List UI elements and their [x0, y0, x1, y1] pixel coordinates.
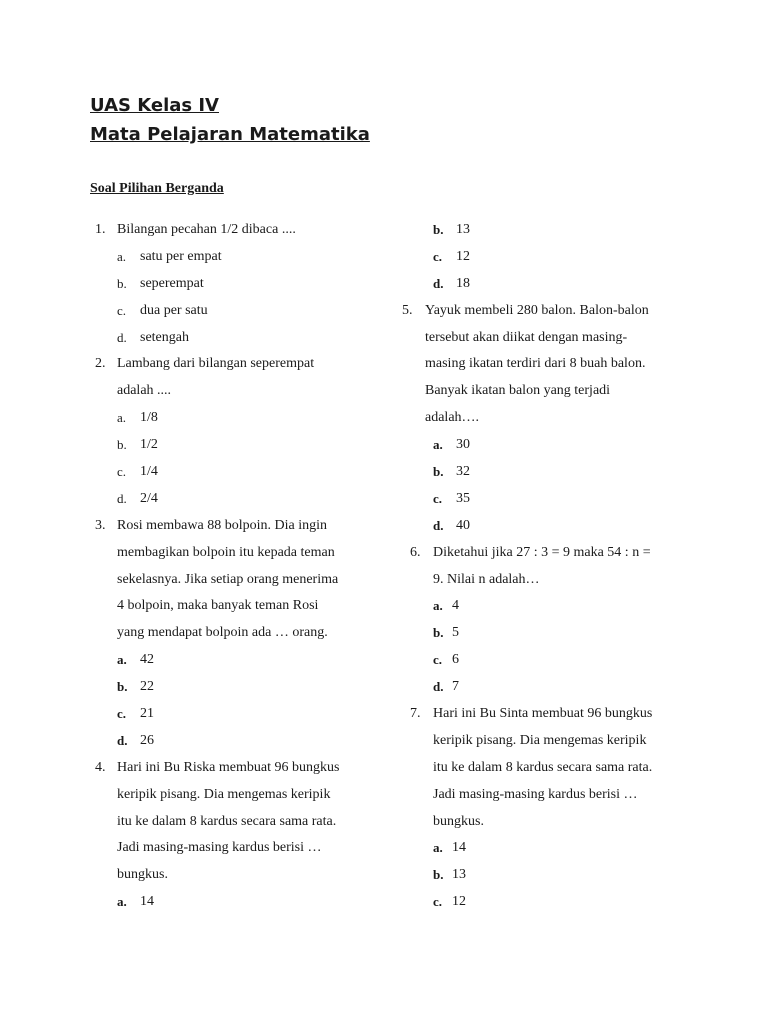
answer-option	[0, 889, 390, 916]
option-text: 18	[456, 275, 470, 291]
option-text: 6	[452, 652, 459, 668]
option-letter: d.	[433, 679, 444, 695]
question-text: Lambang dari bilangan seperempat	[117, 356, 315, 372]
answer-option	[0, 647, 390, 674]
option-letter: b.	[117, 679, 128, 695]
question-number: 3.	[95, 517, 106, 533]
question-text-continuation	[0, 809, 390, 836]
option-letter: d.	[433, 275, 444, 291]
answer-option	[0, 701, 390, 728]
option-text: 35	[456, 490, 470, 506]
question-text-continuation	[0, 593, 390, 620]
question-number: 4.	[95, 759, 106, 775]
question-text-continuation	[0, 378, 390, 405]
question-text-continuation	[390, 567, 768, 594]
question-text: Jadi masing-masing kardus berisi …	[117, 840, 322, 856]
question-text: tersebut akan diikat dengan masing-	[425, 329, 628, 345]
question-text: sekelasnya. Jika setiap orang menerima	[117, 571, 339, 587]
right-question-column	[390, 217, 768, 916]
question-text-continuation	[390, 351, 768, 378]
answer-option	[390, 459, 768, 486]
option-letter: a.	[433, 437, 443, 453]
option-text: 30	[456, 437, 470, 453]
option-letter: d.	[117, 732, 128, 748]
answer-option	[0, 674, 390, 701]
answer-option	[390, 513, 768, 540]
option-letter: b.	[433, 464, 444, 480]
question-text-continuation	[390, 809, 768, 836]
option-text: 2/4	[140, 490, 158, 506]
option-text: 12	[452, 894, 466, 910]
option-letter: b.	[117, 437, 127, 453]
answer-option	[390, 432, 768, 459]
option-text: 21	[140, 706, 154, 722]
option-letter: c.	[433, 490, 443, 506]
option-letter: a.	[117, 410, 127, 426]
question-line	[0, 755, 390, 782]
question-line	[0, 351, 390, 378]
answer-option	[0, 459, 390, 486]
option-text: 13	[456, 222, 470, 237]
answer-option	[0, 298, 390, 325]
question-text: membagikan bolpoin itu kepada teman	[117, 544, 335, 560]
option-letter: b.	[433, 222, 444, 237]
question-text: adalah….	[425, 410, 480, 426]
option-letter: a.	[117, 248, 127, 264]
option-text: setengah	[140, 329, 189, 345]
answer-option	[390, 862, 768, 889]
question-text: 9. Nilai n adalah…	[433, 571, 540, 587]
option-text: 42	[140, 652, 154, 668]
option-text: 40	[456, 517, 470, 533]
question-text: keripik pisang. Dia mengemas keripik	[433, 732, 647, 748]
question-text: itu ke dalam 8 kardus secara sama rata.	[433, 759, 653, 775]
option-letter: a.	[117, 894, 127, 910]
answer-option	[390, 620, 768, 647]
question-number: 5.	[402, 302, 413, 318]
question-text: masing ikatan terdiri dari 8 buah balon.	[425, 356, 646, 372]
question-text: Banyak ikatan balon yang terjadi	[425, 383, 611, 399]
question-text: bungkus.	[433, 813, 484, 829]
option-text: 1/2	[140, 437, 158, 453]
option-letter: c.	[433, 652, 443, 668]
question-number: 1.	[95, 222, 106, 237]
option-text: satu per empat	[140, 248, 222, 264]
question-text: Rosi membawa 88 bolpoin. Dia ingin	[117, 517, 327, 533]
question-text-continuation	[390, 378, 768, 405]
question-text: Diketahui jika 27 : 3 = 9 maka 54 : n =	[433, 544, 651, 560]
option-text: 4	[452, 598, 459, 614]
answer-option	[390, 244, 768, 271]
option-letter: c.	[433, 248, 443, 264]
question-text-continuation	[0, 567, 390, 594]
question-text-continuation	[0, 862, 390, 889]
answer-option	[390, 647, 768, 674]
question-text: keripik pisang. Dia mengemas keripik	[117, 786, 331, 802]
option-text: seperempat	[140, 275, 204, 291]
option-letter: c.	[117, 464, 127, 480]
question-line	[0, 513, 390, 540]
answer-option	[390, 593, 768, 620]
option-letter: d.	[433, 517, 444, 533]
option-text: 13	[452, 867, 466, 883]
option-text: 22	[140, 679, 154, 695]
option-letter: d.	[117, 329, 127, 345]
option-text: 14	[140, 894, 154, 910]
left-question-column	[0, 217, 390, 916]
question-text-continuation	[390, 782, 768, 809]
answer-option	[390, 486, 768, 513]
option-letter: a.	[433, 840, 443, 856]
question-number: 2.	[95, 356, 106, 372]
question-text-continuation	[390, 755, 768, 782]
answer-option	[0, 271, 390, 298]
question-line	[390, 540, 768, 567]
answer-option	[0, 728, 390, 755]
question-text: yang mendapat bolpoin ada … orang.	[117, 625, 328, 641]
option-text: 32	[456, 464, 470, 480]
question-text: itu ke dalam 8 kardus secara sama rata.	[117, 813, 337, 829]
question-line	[0, 217, 390, 244]
option-text: 1/4	[140, 464, 158, 480]
option-letter: c.	[117, 302, 127, 318]
option-text: 1/8	[140, 410, 158, 426]
question-text-continuation	[0, 782, 390, 809]
option-text: dua per satu	[140, 302, 208, 318]
option-letter: b.	[117, 275, 127, 291]
answer-option	[0, 405, 390, 432]
option-text: 14	[452, 840, 466, 856]
question-text: Bilangan pecahan 1/2 dibaca ....	[117, 222, 296, 237]
option-text: 5	[452, 625, 459, 641]
question-text-continuation	[390, 405, 768, 432]
option-letter: a.	[433, 598, 443, 614]
section-heading: Soal Pilihan Berganda	[90, 181, 224, 196]
question-text-continuation	[0, 835, 390, 862]
option-text: 12	[456, 248, 470, 264]
answer-option	[390, 835, 768, 862]
question-text: Hari ini Bu Sinta membuat 96 bungkus	[433, 706, 653, 722]
answer-option	[0, 486, 390, 513]
question-text: adalah ....	[117, 383, 172, 399]
option-text: 26	[140, 732, 154, 748]
question-number: 7.	[410, 706, 421, 722]
option-letter: d.	[117, 490, 127, 506]
document-title: UAS Kelas IV	[90, 95, 219, 116]
question-text: Yayuk membeli 280 balon. Balon-balon	[425, 302, 649, 318]
answer-option	[0, 244, 390, 271]
question-text: bungkus.	[117, 867, 168, 883]
document-subtitle: Mata Pelajaran Matematika	[90, 124, 370, 145]
question-text-continuation	[0, 620, 390, 647]
option-letter: c.	[433, 894, 443, 910]
option-text: 7	[452, 679, 459, 695]
question-text: Hari ini Bu Riska membuat 96 bungkus	[117, 759, 340, 775]
question-number: 6.	[410, 544, 421, 560]
answer-option	[390, 271, 768, 298]
question-text-continuation	[0, 540, 390, 567]
question-text: Jadi masing-masing kardus berisi …	[433, 786, 638, 802]
option-letter: c.	[117, 706, 127, 722]
question-text-continuation	[390, 728, 768, 755]
question-text-continuation	[390, 325, 768, 352]
option-letter: a.	[117, 652, 127, 668]
answer-option	[390, 217, 768, 244]
question-line	[390, 701, 768, 728]
question-line	[390, 298, 768, 325]
answer-option	[390, 889, 768, 916]
option-letter: b.	[433, 867, 444, 883]
answer-option	[0, 325, 390, 352]
answer-option	[0, 432, 390, 459]
option-letter: b.	[433, 625, 444, 641]
answer-option	[390, 674, 768, 701]
question-text: 4 bolpoin, maka banyak teman Rosi	[117, 598, 319, 614]
